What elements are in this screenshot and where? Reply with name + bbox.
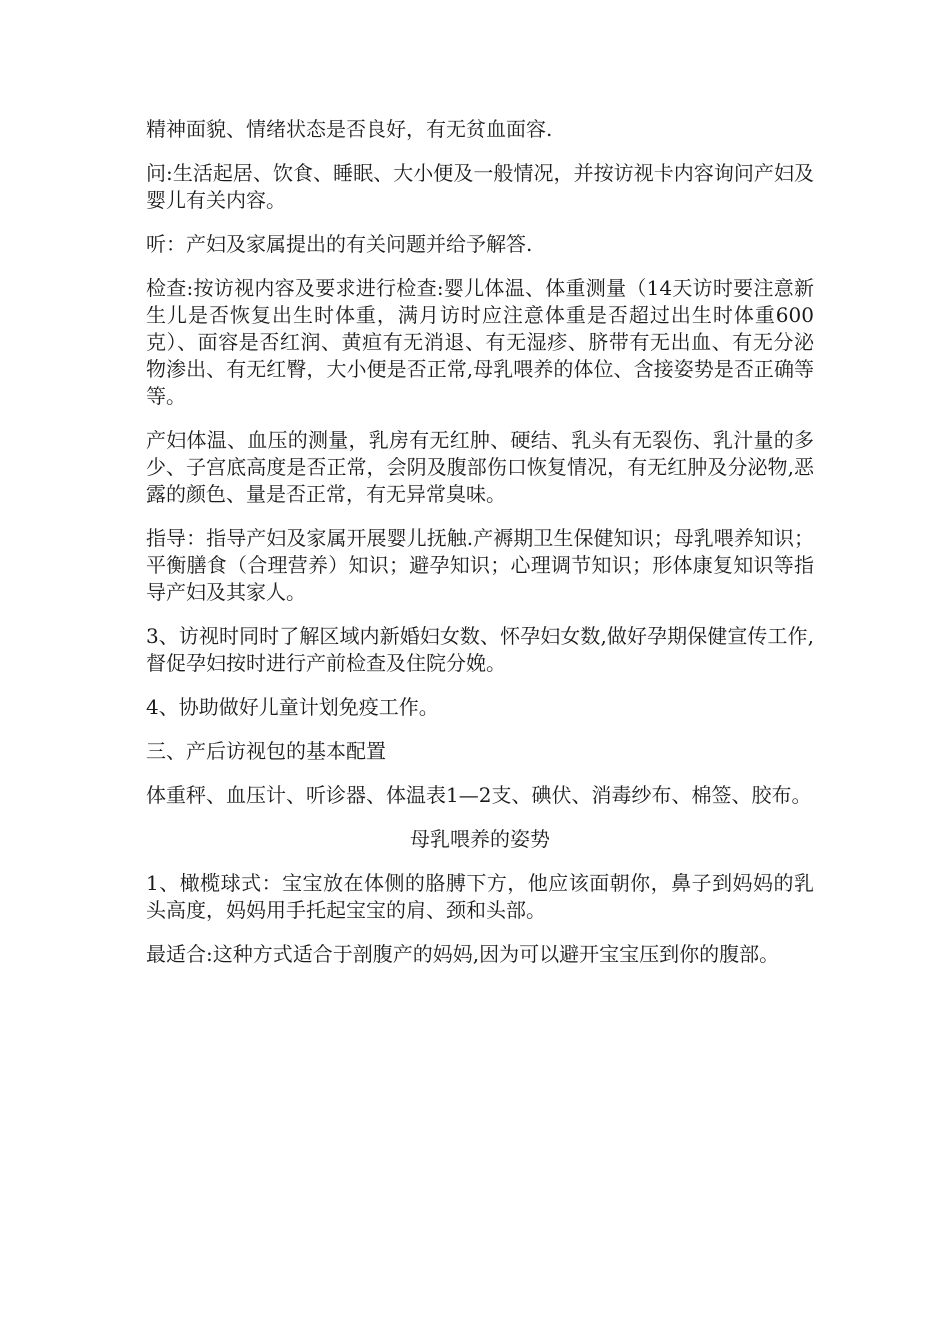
section-heading-kit: 三、产后访视包的基本配置 <box>146 739 386 763</box>
paragraph-item-3: 3、访视时同时了解区域内新婚妇女数、怀孕妇女数,做好孕期保健宣传工作,督促孕妇按时进行产前检查及住院分娩。 <box>146 624 814 675</box>
section-title-breastfeeding: 母乳喂养的姿势 <box>410 827 550 851</box>
paragraph-football-hold: 1、橄榄球式：宝宝放在体侧的胳膊下方，他应该面朝你，鼻子到妈妈的乳头高度，妈妈用手托起宝宝的肩、颈和头部。 <box>146 871 814 922</box>
paragraph-mental-state: 精神面貌、情绪状态是否良好，有无贫血面容. <box>146 117 553 141</box>
paragraph-guidance: 指导：指导产妇及家属开展婴儿抚触.产褥期卫生保健知识；母乳喂养知识；平衡膳食（合理营养）知识；避孕知识；心理调节知识；形体康复知识等指导产妇及其家人。 <box>146 526 814 604</box>
paragraph-best-for: 最适合:这种方式适合于剖腹产的妈妈,因为可以避开宝宝压到你的腹部。 <box>146 942 780 966</box>
paragraph-item-4: 4、协助做好儿童计划免疫工作。 <box>146 695 439 719</box>
paragraph-kit-items: 体重秤、血压计、听诊器、体温表1—2支、碘伏、消毒纱布、棉签、胶布。 <box>146 783 812 807</box>
paragraph-ask: 问:生活起居、饮食、睡眠、大小便及一般情况，并按访视卡内容询问产妇及婴儿有关内容。 <box>146 161 814 212</box>
paragraph-examine: 检查:按访视内容及要求进行检查:婴儿体温、体重测量（14天访时要注意新生儿是否恢复出生时体重，满月访时应注意体重是否超过出生时体重600克）、面容是否红润、黄疸有无消退、有无湿疹、脐带有无出血、有无分泌物渗出、有无红臀，大小便是否正常,母乳喂养的体位、含接姿势是否正确等等。 <box>146 276 814 408</box>
document-body <box>146 116 814 985</box>
paragraph-maternal-check: 产妇体温、血压的测量，乳房有无红肿、硬结、乳头有无裂伤、乳汁量的多少、子宫底高度是否正常，会阴及腹部伤口恢复情况，有无红肿及分泌物,恶露的颜色、量是否正常，有无异常臭味。 <box>146 428 814 506</box>
paragraph-listen: 听：产妇及家属提出的有关问题并给予解答. <box>146 232 533 256</box>
